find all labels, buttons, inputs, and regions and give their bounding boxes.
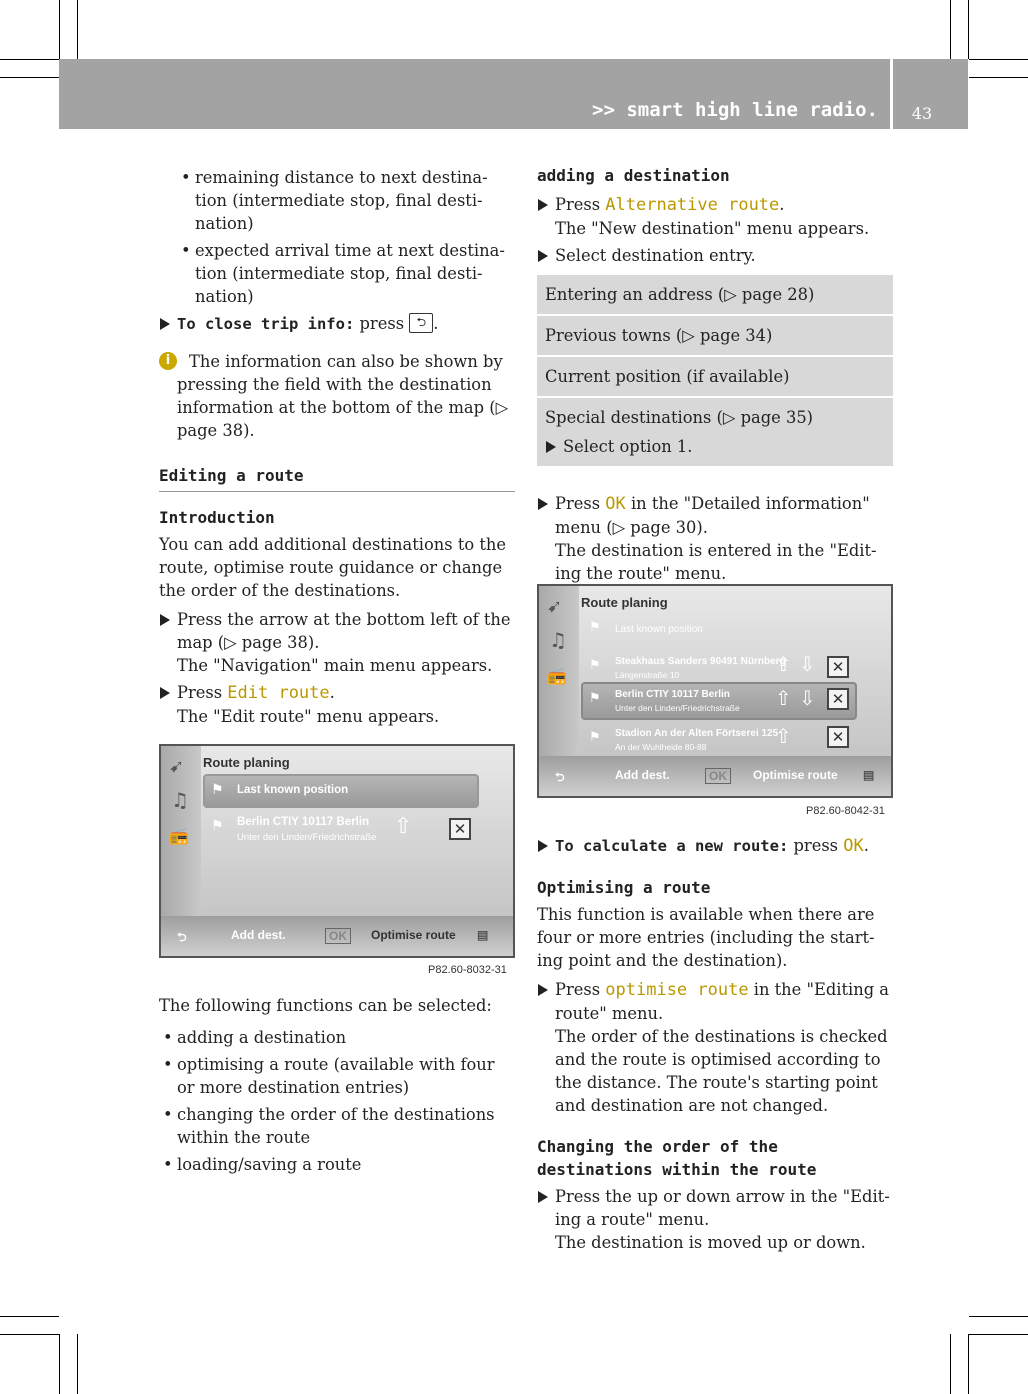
navigation-icon: ➹ bbox=[169, 756, 185, 777]
softkey-alternative-route: Alternative route bbox=[605, 195, 780, 215]
item-main: Steakhaus Sanders 90491 Nürnberg bbox=[615, 656, 786, 667]
screen-route-planing-1 bbox=[159, 744, 515, 958]
crop-mark bbox=[969, 1334, 1028, 1335]
delete-button[interactable]: ✕ bbox=[449, 818, 471, 840]
crop-mark bbox=[77, 1334, 78, 1394]
flag-icon: ⚑ bbox=[211, 782, 224, 798]
up-arrow-icon[interactable]: ⇧ bbox=[775, 724, 792, 748]
table-row: Entering an address (▷ page 28) bbox=[537, 275, 893, 316]
crop-mark bbox=[59, 1334, 60, 1394]
screen-bottom-bar bbox=[161, 916, 513, 956]
optimise-text: This function is available when there are four or more entries (including the start-ing point and the destination). bbox=[537, 905, 875, 970]
step-text: in the "Detailed information" menu (▷ page 30). bbox=[555, 494, 870, 537]
subsection-title: Changing the order of the destinations within the route bbox=[537, 1137, 817, 1179]
step-result: The destination is moved up or down. bbox=[555, 1233, 866, 1252]
item-main: Berlin CTIY 10117 Berlin bbox=[615, 689, 730, 700]
radio-icon: 📻 bbox=[169, 826, 189, 845]
item-sub: Unter den Linden/Friedrichstraße bbox=[615, 703, 740, 713]
screen-title: Route planing bbox=[581, 595, 668, 610]
subsection-title: Introduction bbox=[159, 508, 275, 527]
flag-icon: ⚑ bbox=[589, 730, 601, 745]
crop-mark bbox=[969, 59, 1028, 60]
flag-icon: ⚑ bbox=[589, 691, 601, 706]
down-arrow-icon[interactable]: ⇩ bbox=[799, 686, 816, 710]
ok-button[interactable]: OK bbox=[705, 768, 731, 784]
step-result: The "New destination" menu appears. bbox=[555, 219, 870, 238]
item-sub: Längenstraße 10 bbox=[615, 670, 680, 680]
step-result: The "Navigation" main menu appears. bbox=[177, 656, 493, 675]
screen-bottom-bar bbox=[539, 756, 891, 796]
crop-mark bbox=[969, 1316, 1028, 1317]
function-item: • optimising a route (available with four or more destination entries) bbox=[159, 1053, 515, 1099]
back-icon[interactable]: ⮌ bbox=[177, 930, 187, 944]
back-icon[interactable]: ⮌ bbox=[555, 770, 565, 784]
crop-mark bbox=[950, 0, 951, 59]
flag-icon: ⚑ bbox=[589, 620, 601, 635]
step-text: in the "Editing a route" menu. bbox=[555, 980, 890, 1023]
item-label: Last known position bbox=[615, 624, 703, 635]
step-text: press bbox=[793, 836, 839, 855]
step-item bbox=[537, 978, 893, 1117]
page-number: 43 bbox=[911, 104, 933, 123]
info-icon: i bbox=[159, 352, 177, 370]
step-item bbox=[159, 608, 515, 677]
function-item: • adding a destination bbox=[159, 1026, 515, 1049]
crop-mark bbox=[0, 1334, 59, 1335]
flag-icon: ⚑ bbox=[211, 818, 224, 834]
list-item-last-known[interactable] bbox=[583, 616, 855, 642]
up-arrow-icon[interactable]: ⇧ bbox=[775, 652, 792, 676]
step-text: Press bbox=[555, 195, 601, 214]
subsection-title: Optimising a route bbox=[537, 878, 711, 897]
bullet-item: • expected arrival time at next destina-tion (intermediate stop, final desti-nation) bbox=[177, 239, 515, 308]
right-column-lower bbox=[537, 834, 893, 1254]
softkey-edit-route: Edit route bbox=[227, 683, 330, 703]
down-arrow-icon[interactable]: ⇩ bbox=[799, 652, 816, 676]
crop-mark bbox=[969, 77, 1028, 78]
crop-mark bbox=[968, 0, 969, 59]
save-icon[interactable]: ▤ bbox=[477, 928, 489, 942]
table-row: Current position (if available) bbox=[537, 357, 893, 398]
step-result: The "Edit route" menu appears. bbox=[177, 707, 440, 726]
section-title: Editing a route bbox=[159, 464, 515, 492]
crop-mark bbox=[77, 0, 78, 59]
step-text: Press bbox=[555, 980, 601, 999]
softkey-ok: OK bbox=[605, 494, 626, 514]
step-close-trip-info: To close trip info: press ⮌ . bbox=[159, 312, 515, 336]
right-column bbox=[537, 164, 893, 585]
music-icon: ♫ bbox=[549, 628, 567, 652]
navigation-icon: ➹ bbox=[547, 596, 563, 617]
crop-mark bbox=[59, 0, 60, 59]
step-text: Press bbox=[555, 494, 601, 513]
add-dest-button[interactable]: Add dest. bbox=[231, 928, 286, 942]
table-row-text: Special destinations (▷ page 35) bbox=[545, 408, 814, 427]
info-note bbox=[159, 350, 515, 442]
step-text: Press the arrow at the bottom left of the map (▷ page 38). bbox=[177, 610, 511, 652]
item-label: Last known position bbox=[237, 784, 349, 796]
step-item bbox=[537, 1185, 893, 1254]
softkey-optimise-route: optimise route bbox=[605, 980, 749, 1000]
function-item: • loading/saving a route bbox=[159, 1153, 515, 1176]
up-arrow-icon[interactable]: ⇧ bbox=[394, 814, 413, 839]
up-arrow-icon[interactable]: ⇧ bbox=[775, 686, 792, 710]
intro-text: You can add additional destinations to the route, optimise route guidance or change the order of the destinations. bbox=[159, 535, 507, 600]
step-calculate: To calculate a new route: press OK. bbox=[537, 834, 893, 858]
item-sub: An der Wuhlheide 80-88 bbox=[615, 742, 707, 752]
list-item-last-known[interactable] bbox=[203, 774, 479, 808]
step-item: Press Edit route. The "Edit route" menu appears. bbox=[159, 681, 515, 728]
step-item: Select destination entry. bbox=[537, 244, 893, 267]
crop-mark bbox=[0, 1316, 59, 1317]
delete-button[interactable]: ✕ bbox=[827, 726, 849, 748]
crop-mark bbox=[950, 1334, 951, 1394]
add-dest-button[interactable]: Add dest. bbox=[615, 768, 670, 782]
table-row: Previous towns (▷ page 34) bbox=[537, 316, 893, 357]
item-main: Stadion An der Alten Förtserei 125 bbox=[615, 728, 779, 739]
ok-button[interactable]: OK bbox=[325, 928, 351, 944]
options-table bbox=[537, 275, 893, 466]
info-text: The information can also be shown by pressing the field with the destination information at the bottom of the map (▷ page 38). bbox=[177, 352, 509, 440]
figure-caption: P82.60-8032-31 bbox=[428, 964, 507, 976]
crop-mark bbox=[968, 1334, 969, 1394]
left-column bbox=[159, 166, 515, 728]
step-item: Press Alternative route. The "New destination" menu appears. bbox=[537, 193, 893, 240]
list-item-destination[interactable] bbox=[205, 812, 477, 846]
bullet-item: • remaining distance to next destina-tion (intermediate stop, final desti-nation) bbox=[177, 166, 515, 235]
functions-intro: The following functions can be selected: bbox=[159, 996, 492, 1015]
step-text: press bbox=[359, 314, 405, 333]
item-main: Berlin CTIY 10117 Berlin bbox=[237, 816, 370, 828]
radio-icon: 📻 bbox=[547, 666, 567, 685]
save-icon[interactable]: ▤ bbox=[863, 768, 875, 782]
step-item bbox=[537, 492, 893, 585]
back-key-icon: ⮌ bbox=[409, 313, 433, 333]
music-icon: ♫ bbox=[171, 788, 189, 812]
optimise-route-button[interactable]: Optimise route bbox=[371, 928, 456, 942]
screen-route-planing-2 bbox=[537, 584, 893, 798]
figure-caption: P82.60-8042-31 bbox=[806, 805, 885, 817]
step-label: To close trip info: bbox=[177, 315, 355, 333]
step-result: The destination is entered in the "Edit-ing the route" menu. bbox=[555, 541, 877, 583]
optimise-route-button[interactable]: Optimise route bbox=[753, 768, 838, 782]
delete-button[interactable]: ✕ bbox=[827, 656, 849, 678]
step-text: Press bbox=[177, 683, 223, 702]
item-sub: Unter den Linden/Friedrichstraße bbox=[237, 832, 377, 843]
delete-button[interactable]: ✕ bbox=[827, 688, 849, 710]
flag-icon: ⚑ bbox=[589, 658, 601, 673]
left-column-lower bbox=[159, 994, 515, 1176]
function-item: • changing the order of the destinations within the route bbox=[159, 1103, 515, 1149]
softkey-ok: OK bbox=[843, 836, 864, 856]
crop-mark bbox=[0, 59, 59, 60]
step-result: The order of the destinations is checked and the route is optimised according to the distance. The route's starting point and destination are not changed. bbox=[555, 1027, 888, 1115]
step-text: Press the up or down arrow in the "Edit-ing a route" menu. bbox=[555, 1187, 890, 1229]
table-step: Select option 1. bbox=[545, 435, 885, 458]
crop-mark bbox=[0, 77, 59, 78]
subsection-title: adding a destination bbox=[537, 166, 730, 185]
table-row bbox=[537, 398, 893, 466]
step-label: To calculate a new route: bbox=[555, 837, 789, 855]
page-header bbox=[59, 59, 890, 129]
header-title: >> smart high line radio. bbox=[592, 99, 878, 121]
screen-title: Route planing bbox=[203, 755, 290, 770]
page-number-box bbox=[893, 59, 968, 129]
